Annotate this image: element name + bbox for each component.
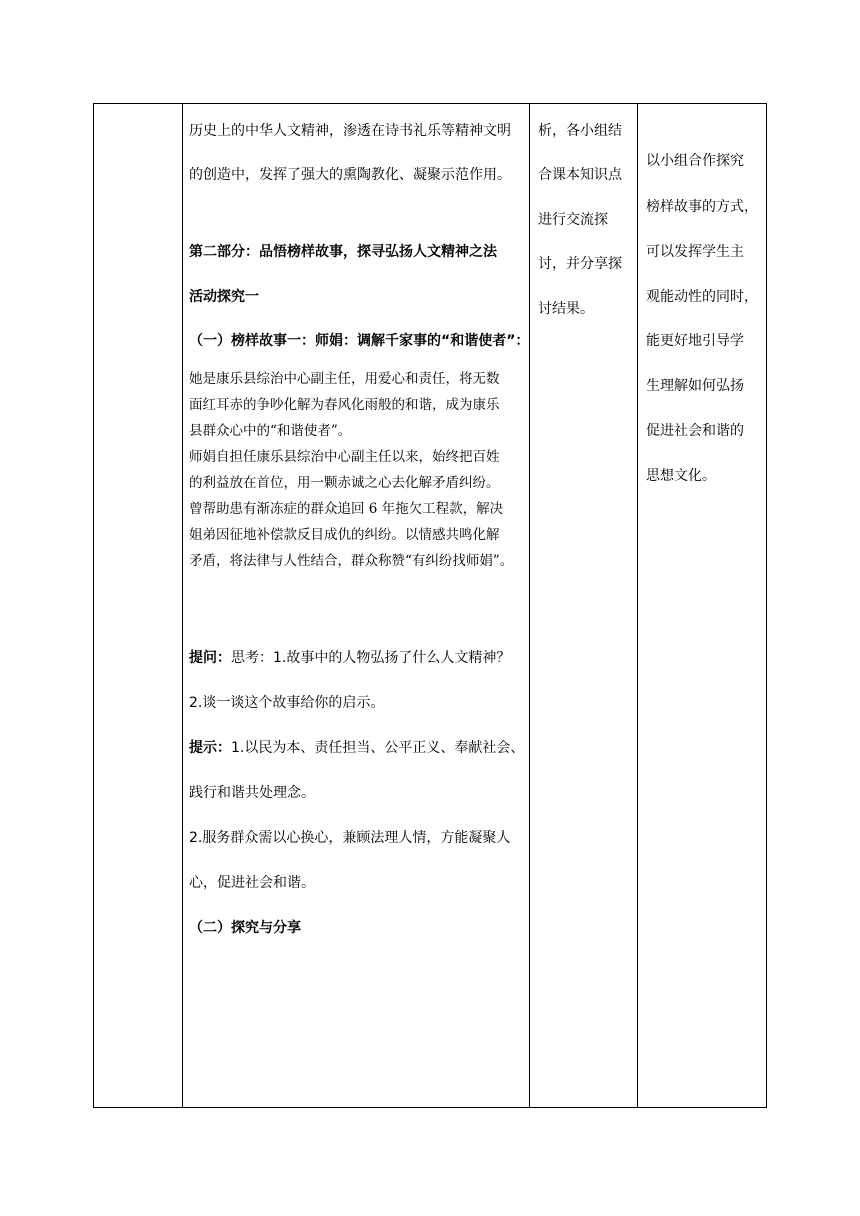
intent-line: 促进社会和谐的 — [646, 423, 744, 439]
section2-heading: （二）探究与分享 — [189, 920, 301, 936]
activity-line: 合课本知识点 — [538, 167, 622, 183]
content-line: 历史上的中华人文精神，渗透在诗书礼乐等精神文明 — [189, 123, 511, 139]
story-text-line: 矛盾，将法律与人性结合，群众称赞“有纠纷找师娟”。 — [189, 553, 514, 569]
hint-text: 1.以民为本、责任担当、公平正义、奉献社会、 — [231, 740, 525, 756]
story-text-line: 师娟自担任康乐县综治中心副主任以来，始终把百姓 — [189, 449, 500, 465]
story-text-line: 的利益放在首位，用一颗赤诚之心去化解矛盾纠纷。 — [189, 475, 500, 491]
cell-design-intent — [638, 103, 767, 1108]
question-text: 思考：1.故事中的人物弘扬了什么人文精神？ — [231, 650, 511, 666]
activity-line: 进行交流探 — [538, 212, 608, 228]
question-line-2: 2.谈一谈这个故事给你的启示。 — [189, 695, 385, 711]
activity-line: 析，各小组结 — [538, 123, 622, 139]
part2-heading: 第二部分：品悟榜样故事，探寻弘扬人文精神之法 — [189, 244, 497, 260]
hint-line: 2.服务群众需以心换心，兼顾法理人情，方能凝聚人 — [189, 830, 511, 846]
cell-teaching-content — [183, 103, 530, 1108]
intent-line: 以小组合作探究 — [646, 153, 744, 169]
hint-line — [189, 738, 524, 758]
intent-line: 生理解如何弘扬 — [646, 378, 744, 394]
hint-line: 心，促进社会和谐。 — [189, 875, 315, 891]
story-text-line: 县群众心中的“和谐使者”。 — [189, 423, 352, 439]
story-text-line: 她是康乐县综治中心副主任，用爱心和责任，将无数 — [189, 371, 500, 387]
question-line — [189, 648, 510, 668]
activity-line: 讨结果。 — [538, 301, 594, 317]
question-label: 提问： — [189, 650, 231, 666]
intent-line: 思想文化。 — [646, 468, 716, 484]
activity-heading: 活动探究一 — [189, 289, 259, 305]
hint-line: 践行和谐共处理念。 — [189, 785, 315, 801]
cell-empty-first-column — [93, 103, 182, 1108]
intent-line: 榜样故事的方式， — [646, 199, 758, 215]
content-line: 的创造中，发挥了强大的熏陶教化、凝聚示范作用。 — [189, 167, 511, 183]
story-text-line: 姐弟因征地补偿款反目成仇的纠纷。以情感共鸣化解 — [189, 527, 500, 543]
intent-line: 可以发挥学生主 — [646, 244, 744, 260]
intent-line: 能更好地引导学 — [646, 333, 744, 349]
activity-line: 讨，并分享探 — [538, 256, 622, 272]
story-text-line: 曾帮助患有渐冻症的群众追回 6 年拖欠工程款，解决 — [189, 501, 504, 517]
hint-label: 提示： — [189, 740, 231, 756]
story1-heading: （一）榜样故事一：师娟：调解千家事的“和谐使者”： — [189, 333, 530, 349]
intent-line: 观能动性的同时， — [646, 289, 758, 305]
story-text-line: 面红耳赤的争吵化解为春风化雨般的和谐，成为康乐 — [189, 397, 500, 413]
cell-student-activity — [530, 103, 638, 1108]
lesson-table — [93, 103, 767, 1108]
